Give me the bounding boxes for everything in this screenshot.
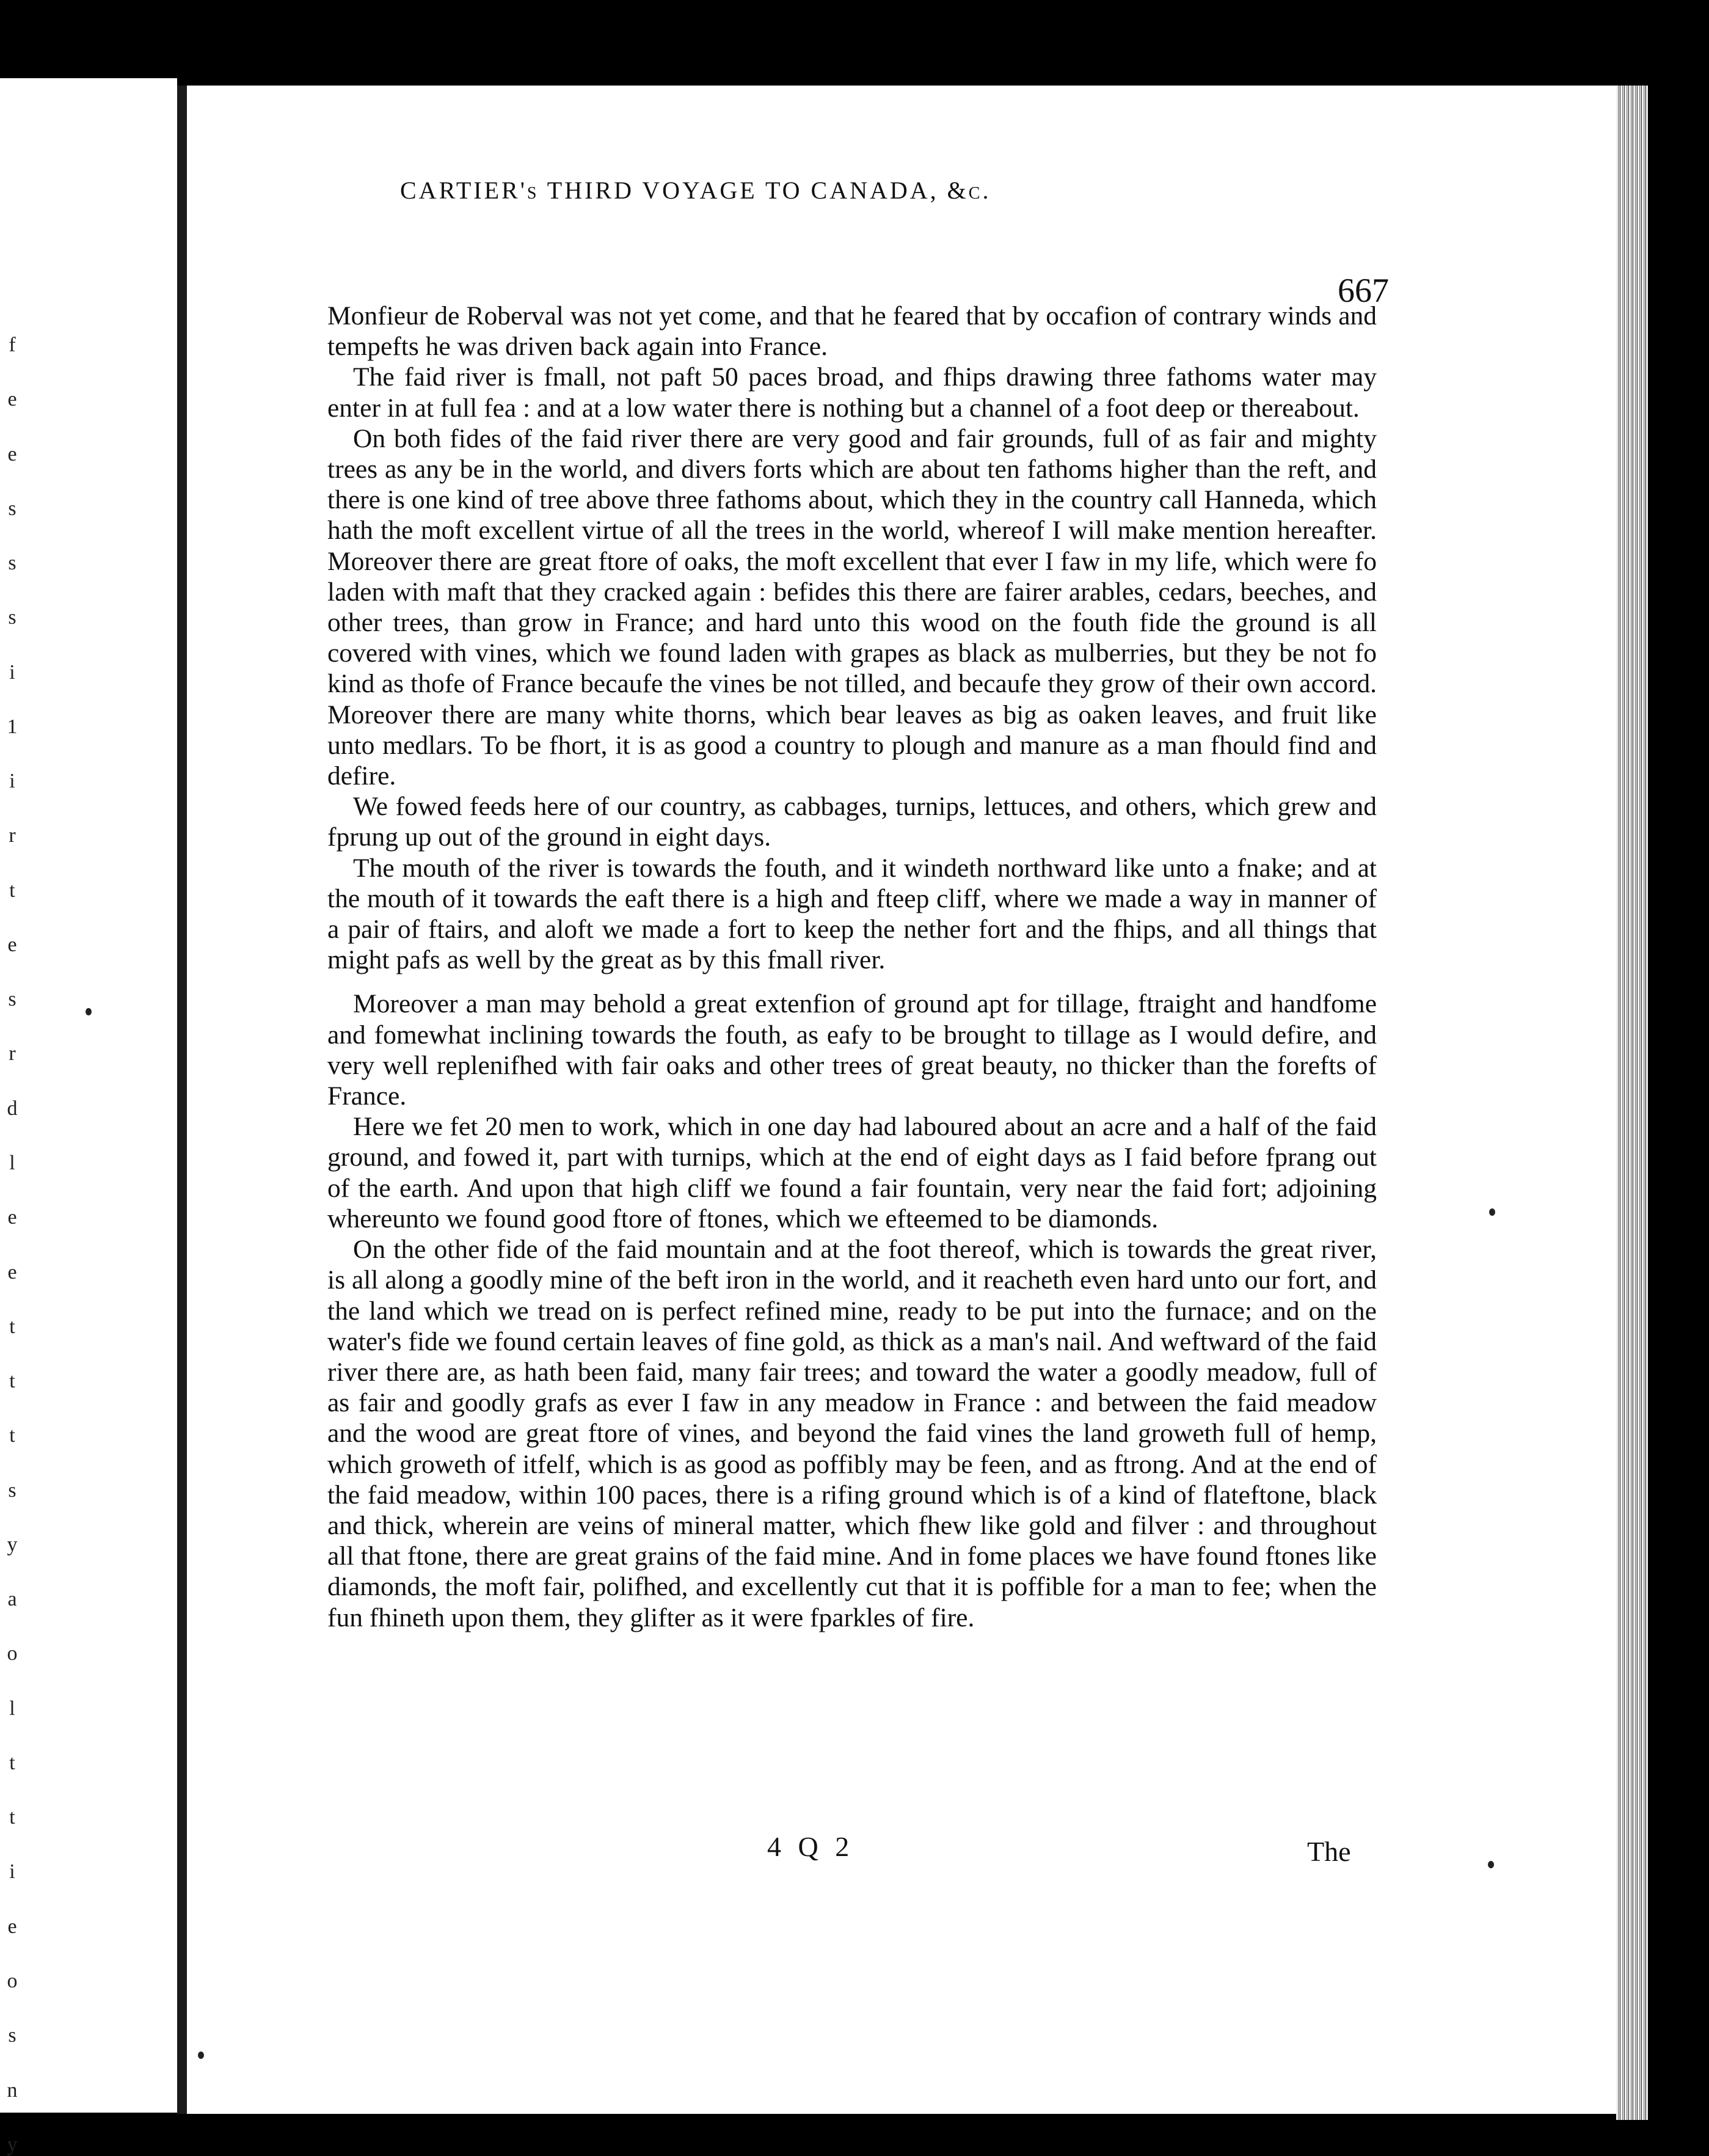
scan-background (1648, 86, 1709, 2136)
signature-mark: 4 Q 2 (767, 1831, 854, 1862)
facing-page-margin-fragments (0, 335, 24, 2155)
margin-fragment: t (9, 1806, 15, 1829)
margin-fragment: t (9, 1424, 15, 1447)
margin-fragment: s (8, 2024, 16, 2047)
page-number: 667 (1338, 272, 1389, 310)
margin-fragment: i (9, 660, 15, 684)
margin-fragment: s (8, 497, 16, 520)
paragraph: We fowed feeds here of our country, as cabbages, turnips, lettuces, and others, which grew and fprung up out of the ground in eight days. (327, 792, 1377, 852)
ink-speck (198, 2052, 204, 2059)
ink-speck (86, 1008, 92, 1015)
margin-fragment: t (9, 1370, 15, 1393)
paragraph: The faid river is fmall, not paft 50 paces broad, and fhips drawing three fathoms water may enter in at full fea : and at a low water there is nothing but a channel of a foot deep or thereabout. (327, 362, 1377, 423)
margin-fragment: e (7, 442, 17, 466)
facing-page (0, 78, 177, 2156)
margin-fragment: f (9, 334, 16, 356)
paragraph: On both fides of the faid river there are very good and fair grounds, full of as fair and mighty trees as any be in the world, and divers forts which are about ten fathoms higher than the reft, and there is one kind of tree above three fathoms about, which they in the country call Hanneda, which hath the moft excellent virtue of all the trees in the world, whereof I will make mention hereafter. Moreover there are great ftore of oaks, the moft excellent that ever I faw in my life, which were fo laden with maft that they cracked again : befides this there are fairer arables, cedars, beeches, and other trees, than grow in France; and hard unto this wood on the fouth fide the ground is all covered with vines, which we found laden with grapes as black as mulberries, but they be not fo kind as thofe of France becaufe the vines be not tilled, and becaufe they grow of their own accord. Moreover there are many white thorns, which bear leaves as big as oaken leaves, and fruit like unto medlars. To be fhort, it is as good a country to plough and manure as a man fhould find and defire. (327, 423, 1377, 791)
margin-fragment: r (9, 824, 16, 847)
margin-fragment: e (7, 388, 17, 411)
paragraph: Monfieur de Roberval was not yet come, and that he feared that by occafion of contrary winds and tempefts he was driven back again into France. (327, 301, 1377, 362)
running-title: CARTIER's THIRD VOYAGE TO CANADA, &c. (400, 177, 991, 204)
body-text (327, 301, 1377, 1633)
margin-fragment: r (9, 1042, 16, 1065)
margin-fragment: s (8, 606, 16, 629)
margin-fragment: e (7, 1260, 17, 1284)
margin-fragment: s (8, 552, 16, 575)
ink-speck (1488, 1861, 1494, 1868)
margin-fragment: e (7, 1206, 17, 1229)
margin-fragment: t (9, 1315, 15, 1338)
margin-fragment: e (7, 933, 17, 956)
margin-fragment: s (8, 1478, 16, 1502)
margin-fragment: e (7, 1915, 17, 1938)
margin-fragment: d (7, 1097, 18, 1120)
margin-fragment: a (7, 1588, 17, 1611)
paragraph: On the other fide of the faid mountain and at the foot thereof, which is towards the great river, is all along a goodly mine of the beft iron in the world, and it reacheth even hard unto our fort, and the land which we tread on is perfect refined mine, ready to be put into the furnace; and on the water's fide we found certain leaves of fine gold, as thick as a man's nail. And weftward of the faid river there are, as hath been faid, many fair trees; and toward the water a goodly meadow, full of as fair and goodly grafs as ever I faw in any meadow in France : and between the faid meadow and the wood are great ftore of vines, and beyond the faid vines the land groweth full of hemp, which groweth of itfelf, which is as good as poffibly may be feen, and as ftrong. And at the end of the faid meadow, within 100 paces, there is a rifing ground which is of a kind of flateftone, black and thick, wherein are veins of mineral matter, which fhew like gold and filver : and throughout all that ftone, there are great grains of the faid mine. And in fome places we have found ftones like diamonds, the moft fair, polifhed, and excellently cut that it is poffible for a man to fee; when the fun fhineth upon them, they glifter as it were fparkles of fire. (327, 1235, 1377, 1632)
margin-fragment: o (7, 1642, 18, 1665)
margin-fragment: 1 (7, 715, 18, 738)
paragraph: Here we fet 20 men to work, which in one day had laboured about an acre and a half of the faid ground, and fowed it, part with turnips, which at the end of eight days as I faid before fprang out of the earth. And upon that high cliff we found a fair fountain, very near the faid fort; adjoining whereunto we found good ftore of ftones, which we efteemed to be diamonds. (327, 1112, 1377, 1233)
margin-fragment: l (9, 1697, 15, 1720)
margin-fragment: i (9, 1860, 15, 1884)
ink-speck (1489, 1208, 1495, 1216)
margin-fragment: y (7, 2133, 18, 2156)
paragraph: The mouth of the river is towards the fouth, and it windeth northward like unto a fnake; and at the mouth of it towards the eaft there is a high and fteep cliff, where we made a way in manner of a pair of ftairs, and aloft we made a fort to keep the nether fort and the fhips, and all things that might pafs as well by the great as by this fmall river. (327, 853, 1377, 975)
margin-fragment: y (7, 1533, 18, 1556)
margin-fragment: s (8, 988, 16, 1011)
gutter-shadow (177, 86, 187, 2114)
margin-fragment: t (9, 1751, 15, 1774)
margin-fragment: o (7, 1969, 18, 1992)
catchword: The (1307, 1836, 1351, 1867)
page-stack-edge (1616, 86, 1648, 2120)
running-header (400, 176, 1390, 205)
margin-fragment: l (9, 1151, 15, 1174)
margin-fragment: n (7, 2078, 18, 2102)
margin-fragment: i (9, 770, 15, 793)
paragraph: Moreover a man may behold a great extenfion of ground apt for tillage, ftraight and handfome and fomewhat inclining towards the fouth, as eafy to be brought to tillage as I would defire, and very well replenifhed with fair oaks and other trees of great beauty, no thicker than the forefts of France. (327, 989, 1377, 1111)
margin-fragment: t (9, 879, 15, 902)
